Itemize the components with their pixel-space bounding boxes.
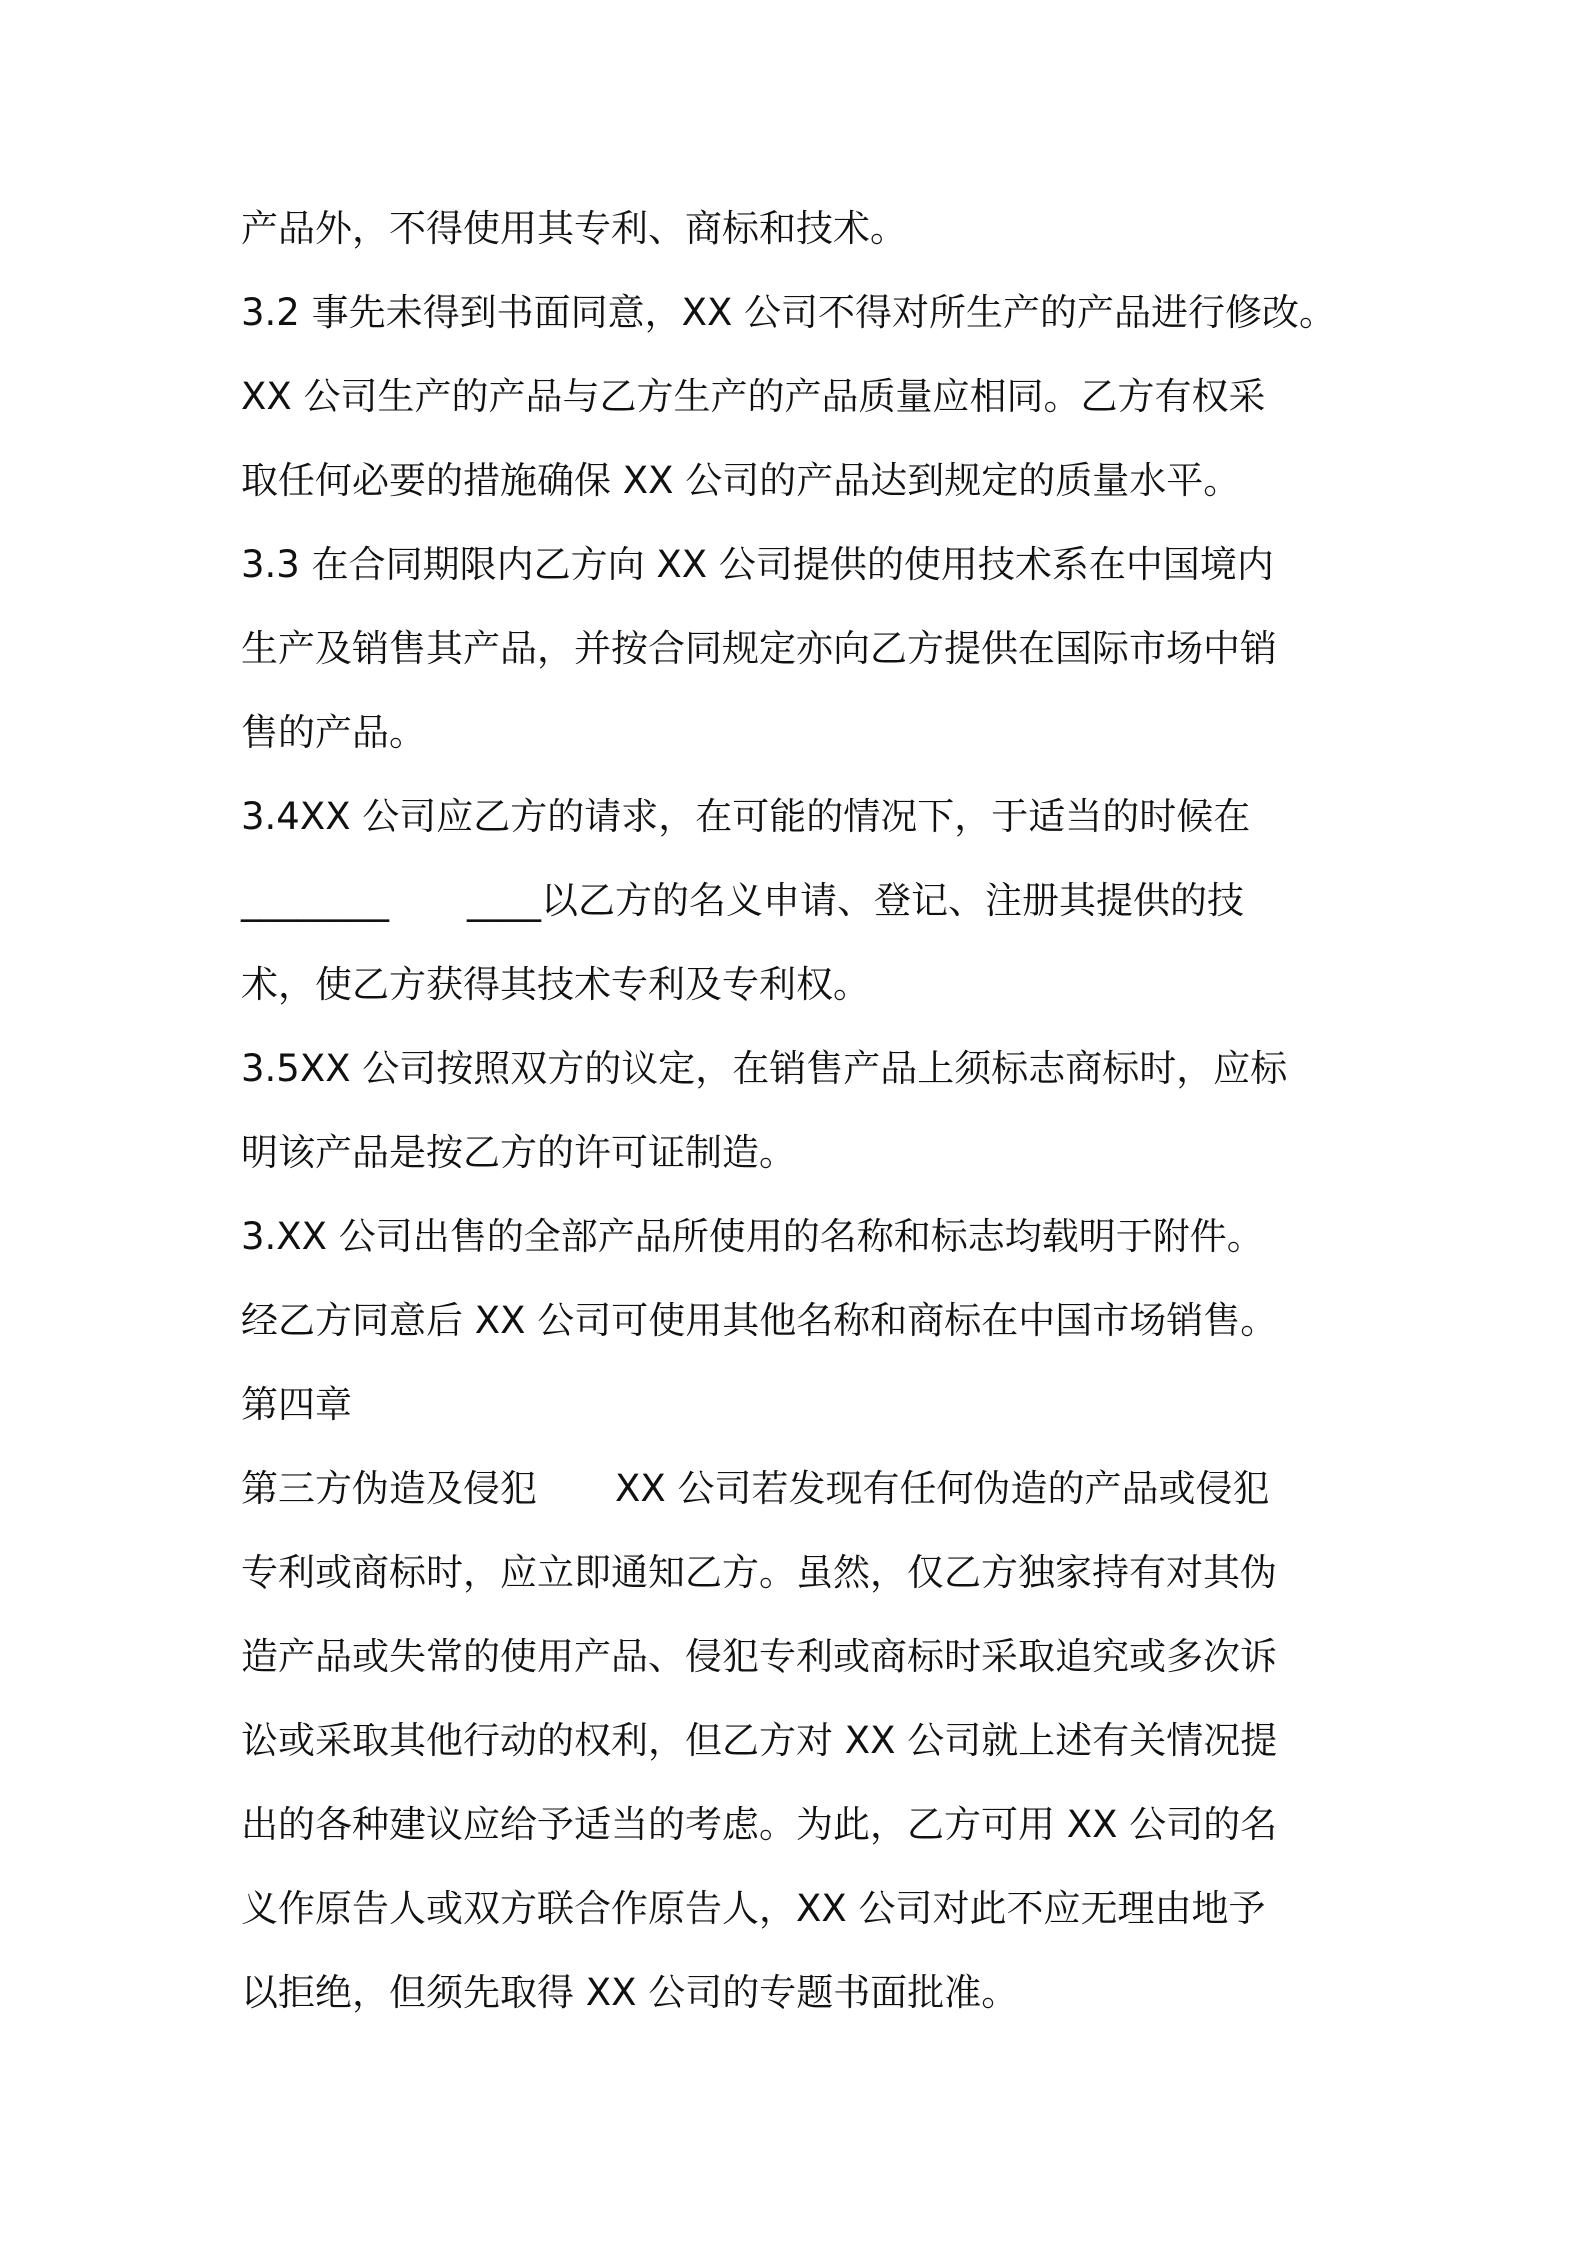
text-line: XX 公司生产的产品与乙方生产的产品质量应相同。乙方有权采	[241, 375, 1266, 418]
section-line	[241, 1447, 1381, 1531]
text-line: 义作原告人或双方联合作原告人，XX 公司对此不应无理由地予	[241, 1887, 1266, 1930]
text-line: 术，使乙方获得其技术专利及专利权。	[241, 963, 870, 1006]
text-line: 生产及销售其产品，并按合同规定亦向乙方提供在国际市场中销	[241, 627, 1277, 670]
text-segment: XX 公司若发现有任何伪造的产品或侵犯	[615, 1467, 1270, 1510]
text-line: 售的产品。	[241, 711, 426, 754]
text-line: 以拒绝，但须先取得 XX 公司的专题书面批准。	[241, 1971, 1019, 2014]
text-line: 造产品或失常的使用产品、侵犯专利或商标时采取追究或多次诉	[241, 1635, 1277, 1678]
text-line: 3.3 在合同期限内乙方向 XX 公司提供的使用技术系在中国境内	[241, 543, 1274, 586]
text-line: 3.XX 公司出售的全部产品所使用的名称和标志均载明于附件。	[241, 1215, 1264, 1258]
text-line: 3.2 事先未得到书面同意，XX 公司不得对所生产的产品进行修改。	[241, 291, 1337, 334]
text-line: 专利或商标时，应立即通知乙方。虽然，仅乙方独家持有对其伪	[241, 1551, 1277, 1594]
text-segment: ____以乙方的名义申请、登记、注册其提供的技	[467, 879, 1244, 922]
text-line: 明该产品是按乙方的许可证制造。	[241, 1131, 796, 1174]
text-line: 3.4XX 公司应乙方的请求，在可能的情况下，于适当的时候在	[241, 795, 1251, 838]
text-line: 经乙方同意后 XX 公司可使用其他名称和商标在中国市场销售。	[241, 1299, 1278, 1342]
text-line-with-blanks	[241, 859, 1381, 943]
text-line: 出的各种建议应给予适当的考虑。为此，乙方可用 XX 公司的名	[241, 1803, 1278, 1846]
chapter-heading: 第四章	[241, 1383, 352, 1426]
text-line: 取任何必要的措施确保 XX 公司的产品达到规定的质量水平。	[241, 459, 1241, 502]
text-line: 产品外，不得使用其专利、商标和技术。	[241, 207, 907, 250]
blank-field: ________	[241, 879, 389, 922]
text-line: 3.5XX 公司按照双方的议定，在销售产品上须标志商标时，应标	[241, 1047, 1288, 1090]
text-line: 讼或采取其他行动的权利，但乙方对 XX 公司就上述有关情况提	[241, 1719, 1278, 1762]
section-heading: 第三方伪造及侵犯	[241, 1467, 537, 1510]
